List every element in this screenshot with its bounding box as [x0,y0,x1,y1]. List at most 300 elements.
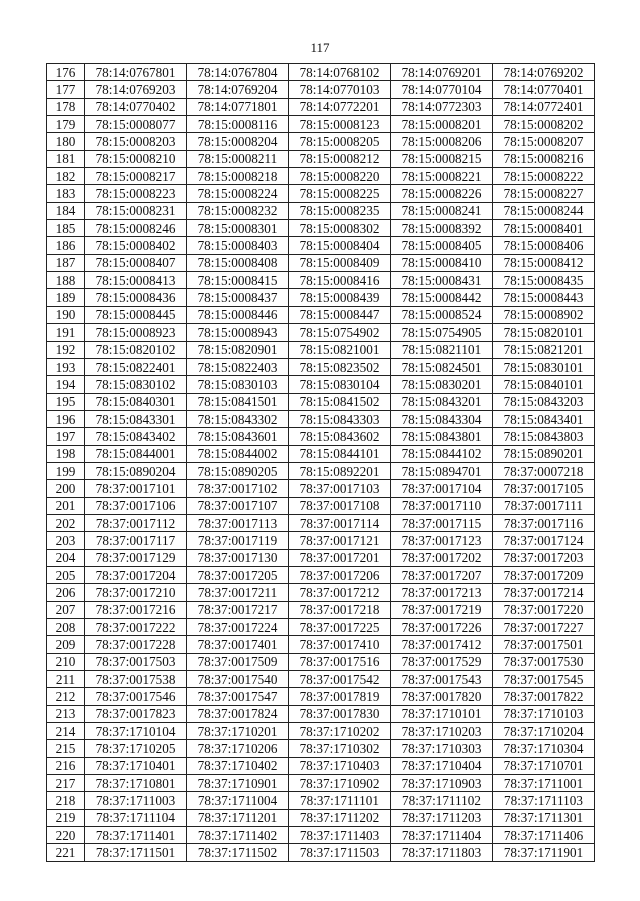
cadastral-number-cell: 78:37:0017123 [391,532,493,549]
cadastral-number-cell: 78:37:0017216 [85,601,187,618]
cadastral-number-cell: 78:37:1710901 [187,775,289,792]
cadastral-number-cell: 78:15:0008923 [85,324,187,341]
cadastral-number-cell: 78:15:0008409 [289,254,391,271]
cadastral-number-cell: 78:37:0017412 [391,636,493,653]
table-row [47,289,595,306]
cadastral-number-cell: 78:37:1711404 [391,827,493,844]
cadastral-number-cell: 78:37:1711403 [289,827,391,844]
table-row [47,150,595,167]
cadastral-number-cell: 78:15:0844001 [85,445,187,462]
table-body [47,64,595,862]
cadastral-number-cell: 78:14:0772401 [493,98,595,115]
row-number-cell: 200 [47,480,85,497]
table-row [47,202,595,219]
table-row [47,480,595,497]
cadastral-number-cell: 78:37:0017214 [493,584,595,601]
row-number-cell: 217 [47,775,85,792]
cadastral-number-cell: 78:15:0008216 [493,150,595,167]
cadastral-number-cell: 78:15:0890205 [187,462,289,479]
cadastral-number-cell: 78:37:0007218 [493,462,595,479]
cadastral-number-cell: 78:15:0008410 [391,254,493,271]
cadastral-number-cell: 78:15:0008215 [391,150,493,167]
cadastral-number-cell: 78:37:0017823 [85,705,187,722]
row-number-cell: 191 [47,324,85,341]
table-row [47,81,595,98]
cadastral-number-cell: 78:37:1710701 [493,757,595,774]
cadastral-number-cell: 78:37:1711202 [289,809,391,826]
row-number-cell: 207 [47,601,85,618]
cadastral-number-cell: 78:15:0844102 [391,445,493,462]
cadastral-number-cell: 78:15:0008302 [289,220,391,237]
cadastral-number-cell: 78:37:0017108 [289,497,391,514]
cadastral-number-cell: 78:15:0843301 [85,410,187,427]
cadastral-number-cell: 78:37:0017104 [391,480,493,497]
cadastral-number-cell: 78:37:0017222 [85,619,187,636]
cadastral-number-cell: 78:37:1711001 [493,775,595,792]
table-row [47,64,595,81]
cadastral-number-cell: 78:37:1710402 [187,757,289,774]
table-row [47,376,595,393]
cadastral-number-cell: 78:37:0017547 [187,688,289,705]
row-number-cell: 214 [47,723,85,740]
cadastral-number-cell: 78:15:0843203 [493,393,595,410]
table-row [47,445,595,462]
cadastral-number-cell: 78:37:0017121 [289,532,391,549]
cadastral-number-cell: 78:37:0017509 [187,653,289,670]
cadastral-number-cell: 78:15:0008116 [187,116,289,133]
table-row [47,723,595,740]
row-number-cell: 219 [47,809,85,826]
cadastral-number-cell: 78:15:0008077 [85,116,187,133]
row-number-cell: 187 [47,254,85,271]
cadastral-number-cell: 78:15:0843801 [391,428,493,445]
cadastral-number-cell: 78:37:0017543 [391,671,493,688]
cadastral-number-cell: 78:15:0843602 [289,428,391,445]
row-number-cell: 210 [47,653,85,670]
cadastral-number-cell: 78:37:1710404 [391,757,493,774]
cadastral-number-cell: 78:15:0008223 [85,185,187,202]
row-number-cell: 212 [47,688,85,705]
table-row [47,358,595,375]
cadastral-number-cell: 78:37:0017210 [85,584,187,601]
cadastral-number-cell: 78:37:1710302 [289,740,391,757]
cadastral-number-cell: 78:15:0008210 [85,150,187,167]
cadastral-number-cell: 78:15:0830102 [85,376,187,393]
cadastral-number-cell: 78:37:0017209 [493,566,595,583]
cadastral-number-cell: 78:15:0843302 [187,410,289,427]
cadastral-number-cell: 78:15:0844002 [187,445,289,462]
cadastral-number-cell: 78:37:0017124 [493,532,595,549]
row-number-cell: 198 [47,445,85,462]
row-number-cell: 194 [47,376,85,393]
cadastral-number-cell: 78:37:1711101 [289,792,391,809]
cadastral-number-cell: 78:15:0830104 [289,376,391,393]
cadastral-number-cell: 78:37:0017206 [289,566,391,583]
cadastral-number-cell: 78:15:0820901 [187,341,289,358]
cadastral-number-cell: 78:37:1711102 [391,792,493,809]
cadastral-number-cell: 78:37:1710103 [493,705,595,722]
row-number-cell: 183 [47,185,85,202]
cadastral-number-cell: 78:37:1711003 [85,792,187,809]
cadastral-number-cell: 78:14:0770104 [391,81,493,98]
cadastral-number-cell: 78:15:0894701 [391,462,493,479]
cadastral-number-cell: 78:37:0017201 [289,549,391,566]
cadastral-number-cell: 78:37:1710202 [289,723,391,740]
cadastral-number-cell: 78:37:0017101 [85,480,187,497]
cadastral-number-cell: 78:37:1710801 [85,775,187,792]
row-number-cell: 177 [47,81,85,98]
cadastral-number-cell: 78:37:0017107 [187,497,289,514]
cadastral-number-cell: 78:37:0017117 [85,532,187,549]
cadastral-number-cell: 78:15:0008403 [187,237,289,254]
cadastral-number-cell: 78:37:0017530 [493,653,595,670]
cadastral-number-cell: 78:15:0008205 [289,133,391,150]
table-row [47,341,595,358]
table-row [47,272,595,289]
row-number-cell: 216 [47,757,85,774]
cadastral-number-cell: 78:15:0008207 [493,133,595,150]
cadastral-number-cell: 78:15:0008402 [85,237,187,254]
cadastral-number-cell: 78:37:0017824 [187,705,289,722]
cadastral-number-cell: 78:14:0768102 [289,64,391,81]
table-row [47,428,595,445]
cadastral-number-cell: 78:15:0822401 [85,358,187,375]
cadastral-number-cell: 78:14:0767801 [85,64,187,81]
cadastral-number-cell: 78:37:0017219 [391,601,493,618]
table-row [47,532,595,549]
cadastral-number-cell: 78:37:0017218 [289,601,391,618]
cadastral-number-cell: 78:37:0017102 [187,480,289,497]
row-number-cell: 178 [47,98,85,115]
table-row [47,306,595,323]
cadastral-number-cell: 78:15:0008442 [391,289,493,306]
cadastral-number-cell: 78:15:0820101 [493,324,595,341]
cadastral-number-cell: 78:37:0017111 [493,497,595,514]
table-row [47,809,595,826]
table-row [47,844,595,861]
cadastral-number-cell: 78:15:0008225 [289,185,391,202]
row-number-cell: 184 [47,202,85,219]
cadastral-number-cell: 78:37:1710201 [187,723,289,740]
cadastral-number-cell: 78:15:0008435 [493,272,595,289]
cadastral-number-table [46,63,595,862]
table-row [47,740,595,757]
table-row [47,324,595,341]
row-number-cell: 181 [47,150,85,167]
table-row [47,792,595,809]
cadastral-number-cell: 78:15:0008437 [187,289,289,306]
cadastral-number-cell: 78:15:0008392 [391,220,493,237]
cadastral-number-cell: 78:37:0017105 [493,480,595,497]
cadastral-number-cell: 78:37:0017516 [289,653,391,670]
cadastral-number-cell: 78:37:1710204 [493,723,595,740]
row-number-cell: 189 [47,289,85,306]
cadastral-number-cell: 78:37:0017112 [85,514,187,531]
cadastral-number-cell: 78:15:0008224 [187,185,289,202]
cadastral-number-cell: 78:37:0017410 [289,636,391,653]
table-row [47,601,595,618]
cadastral-number-cell: 78:37:0017202 [391,549,493,566]
cadastral-number-cell: 78:37:0017130 [187,549,289,566]
table-row [47,775,595,792]
cadastral-number-cell: 78:15:0008445 [85,306,187,323]
table-row [47,393,595,410]
cadastral-number-cell: 78:14:0767804 [187,64,289,81]
cadastral-number-cell: 78:37:1710101 [391,705,493,722]
cadastral-number-cell: 78:15:0008202 [493,116,595,133]
row-number-cell: 203 [47,532,85,549]
cadastral-number-cell: 78:14:0770103 [289,81,391,98]
cadastral-number-cell: 78:15:0843304 [391,410,493,427]
cadastral-number-cell: 78:15:0844101 [289,445,391,462]
cadastral-number-cell: 78:37:1711901 [493,844,595,861]
cadastral-number-cell: 78:15:0008235 [289,202,391,219]
row-number-cell: 190 [47,306,85,323]
table-row [47,584,595,601]
cadastral-number-cell: 78:37:1711103 [493,792,595,809]
cadastral-number-cell: 78:37:0017228 [85,636,187,653]
page-number: 117 [310,40,330,55]
cadastral-number-cell: 78:15:0008301 [187,220,289,237]
cadastral-number-cell: 78:15:0821001 [289,341,391,358]
cadastral-number-cell: 78:15:0008246 [85,220,187,237]
cadastral-number-cell: 78:14:0769201 [391,64,493,81]
cadastral-number-cell: 78:15:0890204 [85,462,187,479]
row-number-cell: 220 [47,827,85,844]
cadastral-number-cell: 78:15:0008211 [187,150,289,167]
cadastral-number-cell: 78:14:0771801 [187,98,289,115]
cadastral-number-cell: 78:37:1710902 [289,775,391,792]
row-number-cell: 182 [47,168,85,185]
cadastral-number-cell: 78:15:0008439 [289,289,391,306]
cadastral-number-cell: 78:15:0008401 [493,220,595,237]
row-number-cell: 176 [47,64,85,81]
cadastral-number-cell: 78:37:0017529 [391,653,493,670]
row-number-cell: 199 [47,462,85,479]
row-number-cell: 208 [47,619,85,636]
row-number-cell: 211 [47,671,85,688]
table-row [47,254,595,271]
cadastral-number-cell: 78:37:1710401 [85,757,187,774]
row-number-cell: 218 [47,792,85,809]
cadastral-number-cell: 78:37:0017113 [187,514,289,531]
cadastral-number-cell: 78:15:0830101 [493,358,595,375]
cadastral-number-cell: 78:37:0017212 [289,584,391,601]
cadastral-number-cell: 78:15:0892201 [289,462,391,479]
table-row [47,410,595,427]
cadastral-number-cell: 78:37:1710104 [85,723,187,740]
cadastral-number-cell: 78:15:0843803 [493,428,595,445]
table-row [47,168,595,185]
cadastral-number-cell: 78:15:0008201 [391,116,493,133]
cadastral-number-cell: 78:15:0843401 [493,410,595,427]
cadastral-number-cell: 78:37:0017103 [289,480,391,497]
cadastral-number-cell: 78:37:0017820 [391,688,493,705]
cadastral-number-cell: 78:15:0008241 [391,202,493,219]
table-row [47,185,595,202]
row-number-cell: 215 [47,740,85,757]
cadastral-number-cell: 78:15:0008206 [391,133,493,150]
table-row [47,462,595,479]
cadastral-number-cell: 78:15:0008446 [187,306,289,323]
cadastral-number-cell: 78:37:0017213 [391,584,493,601]
row-number-cell: 192 [47,341,85,358]
cadastral-number-cell: 78:15:0843303 [289,410,391,427]
table-row [47,566,595,583]
cadastral-number-cell: 78:37:0017220 [493,601,595,618]
cadastral-number-cell: 78:37:1711503 [289,844,391,861]
cadastral-number-cell: 78:37:1711203 [391,809,493,826]
cadastral-number-cell: 78:37:0017110 [391,497,493,514]
table-row [47,619,595,636]
table-row [47,827,595,844]
cadastral-number-cell: 78:37:0017501 [493,636,595,653]
cadastral-number-cell: 78:15:0008407 [85,254,187,271]
cadastral-number-cell: 78:15:0843201 [391,393,493,410]
cadastral-number-cell: 78:15:0008220 [289,168,391,185]
cadastral-number-cell: 78:14:0770401 [493,81,595,98]
row-number-cell: 196 [47,410,85,427]
cadastral-number-cell: 78:15:0754905 [391,324,493,341]
cadastral-number-cell: 78:37:0017546 [85,688,187,705]
cadastral-number-cell: 78:37:0017545 [493,671,595,688]
row-number-cell: 195 [47,393,85,410]
cadastral-number-cell: 78:37:1710205 [85,740,187,757]
row-number-cell: 209 [47,636,85,653]
cadastral-number-cell: 78:15:0843601 [187,428,289,445]
cadastral-number-cell: 78:15:0008415 [187,272,289,289]
row-number-cell: 193 [47,358,85,375]
cadastral-number-cell: 78:37:1710206 [187,740,289,757]
cadastral-number-cell: 78:37:0017225 [289,619,391,636]
cadastral-number-cell: 78:37:0017116 [493,514,595,531]
cadastral-number-cell: 78:15:0840301 [85,393,187,410]
cadastral-number-cell: 78:37:1711004 [187,792,289,809]
row-number-cell: 188 [47,272,85,289]
row-number-cell: 179 [47,116,85,133]
cadastral-number-cell: 78:15:0008902 [493,306,595,323]
cadastral-number-cell: 78:15:0008227 [493,185,595,202]
table-row [47,237,595,254]
cadastral-number-cell: 78:15:0830103 [187,376,289,393]
cadastral-number-cell: 78:15:0890201 [493,445,595,462]
cadastral-number-cell: 78:37:1711301 [493,809,595,826]
table-row [47,653,595,670]
cadastral-number-cell: 78:37:1711502 [187,844,289,861]
cadastral-number-cell: 78:14:0769204 [187,81,289,98]
cadastral-number-cell: 78:37:0017211 [187,584,289,601]
cadastral-number-cell: 78:37:1711501 [85,844,187,861]
row-number-cell: 201 [47,497,85,514]
row-number-cell: 185 [47,220,85,237]
cadastral-number-cell: 78:15:0830201 [391,376,493,393]
cadastral-number-cell: 78:37:0017538 [85,671,187,688]
cadastral-number-cell: 78:15:0008222 [493,168,595,185]
cadastral-number-cell: 78:37:0017540 [187,671,289,688]
cadastral-number-cell: 78:37:1711104 [85,809,187,826]
table-row [47,549,595,566]
cadastral-number-cell: 78:15:0008524 [391,306,493,323]
table-row [47,636,595,653]
cadastral-number-cell: 78:14:0769203 [85,81,187,98]
cadastral-number-cell: 78:15:0840101 [493,376,595,393]
cadastral-number-cell: 78:15:0823502 [289,358,391,375]
table-row [47,220,595,237]
cadastral-number-cell: 78:15:0824501 [391,358,493,375]
table-row [47,133,595,150]
cadastral-number-cell: 78:14:0772201 [289,98,391,115]
table-row [47,671,595,688]
cadastral-number-cell: 78:15:0008443 [493,289,595,306]
cadastral-number-cell: 78:37:0017205 [187,566,289,583]
cadastral-number-cell: 78:37:1710403 [289,757,391,774]
row-number-cell: 186 [47,237,85,254]
cadastral-number-cell: 78:14:0772303 [391,98,493,115]
cadastral-number-cell: 78:15:0008405 [391,237,493,254]
cadastral-number-cell: 78:37:0017203 [493,549,595,566]
cadastral-number-cell: 78:15:0843402 [85,428,187,445]
row-number-cell: 180 [47,133,85,150]
cadastral-number-cell: 78:15:0008943 [187,324,289,341]
cadastral-number-cell: 78:14:0769202 [493,64,595,81]
cadastral-number-cell: 78:37:1711803 [391,844,493,861]
cadastral-number-cell: 78:15:0008416 [289,272,391,289]
cadastral-number-cell: 78:37:1711406 [493,827,595,844]
cadastral-number-cell: 78:15:0008412 [493,254,595,271]
cadastral-number-cell: 78:15:0008203 [85,133,187,150]
cadastral-number-cell: 78:15:0008447 [289,306,391,323]
cadastral-number-cell: 78:15:0008231 [85,202,187,219]
cadastral-number-cell: 78:15:0841502 [289,393,391,410]
row-number-cell: 204 [47,549,85,566]
cadastral-number-cell: 78:37:0017129 [85,549,187,566]
cadastral-number-cell: 78:15:0008204 [187,133,289,150]
cadastral-number-cell: 78:37:0017114 [289,514,391,531]
cadastral-number-cell: 78:15:0821201 [493,341,595,358]
cadastral-number-cell: 78:15:0821101 [391,341,493,358]
cadastral-number-cell: 78:15:0008413 [85,272,187,289]
cadastral-number-cell: 78:37:1710303 [391,740,493,757]
cadastral-number-cell: 78:15:0008123 [289,116,391,133]
table-row [47,688,595,705]
cadastral-number-cell: 78:37:0017226 [391,619,493,636]
row-number-cell: 213 [47,705,85,722]
cadastral-number-cell: 78:15:0008406 [493,237,595,254]
cadastral-number-cell: 78:37:0017822 [493,688,595,705]
cadastral-number-cell: 78:37:0017224 [187,619,289,636]
cadastral-number-cell: 78:37:0017542 [289,671,391,688]
cadastral-number-cell: 78:15:0754902 [289,324,391,341]
cadastral-number-cell: 78:37:1710903 [391,775,493,792]
table-row [47,514,595,531]
cadastral-number-cell: 78:37:0017227 [493,619,595,636]
row-number-cell: 202 [47,514,85,531]
cadastral-number-cell: 78:15:0008431 [391,272,493,289]
table-row [47,705,595,722]
cadastral-number-cell: 78:15:0008408 [187,254,289,271]
row-number-cell: 205 [47,566,85,583]
cadastral-number-cell: 78:15:0008404 [289,237,391,254]
cadastral-number-cell: 78:15:0008244 [493,202,595,219]
table-row [47,98,595,115]
cadastral-number-cell: 78:37:0017204 [85,566,187,583]
cadastral-number-cell: 78:15:0008218 [187,168,289,185]
row-number-cell: 221 [47,844,85,861]
row-number-cell: 206 [47,584,85,601]
cadastral-number-cell: 78:15:0008221 [391,168,493,185]
cadastral-number-cell: 78:37:0017503 [85,653,187,670]
cadastral-number-cell: 78:37:1711402 [187,827,289,844]
